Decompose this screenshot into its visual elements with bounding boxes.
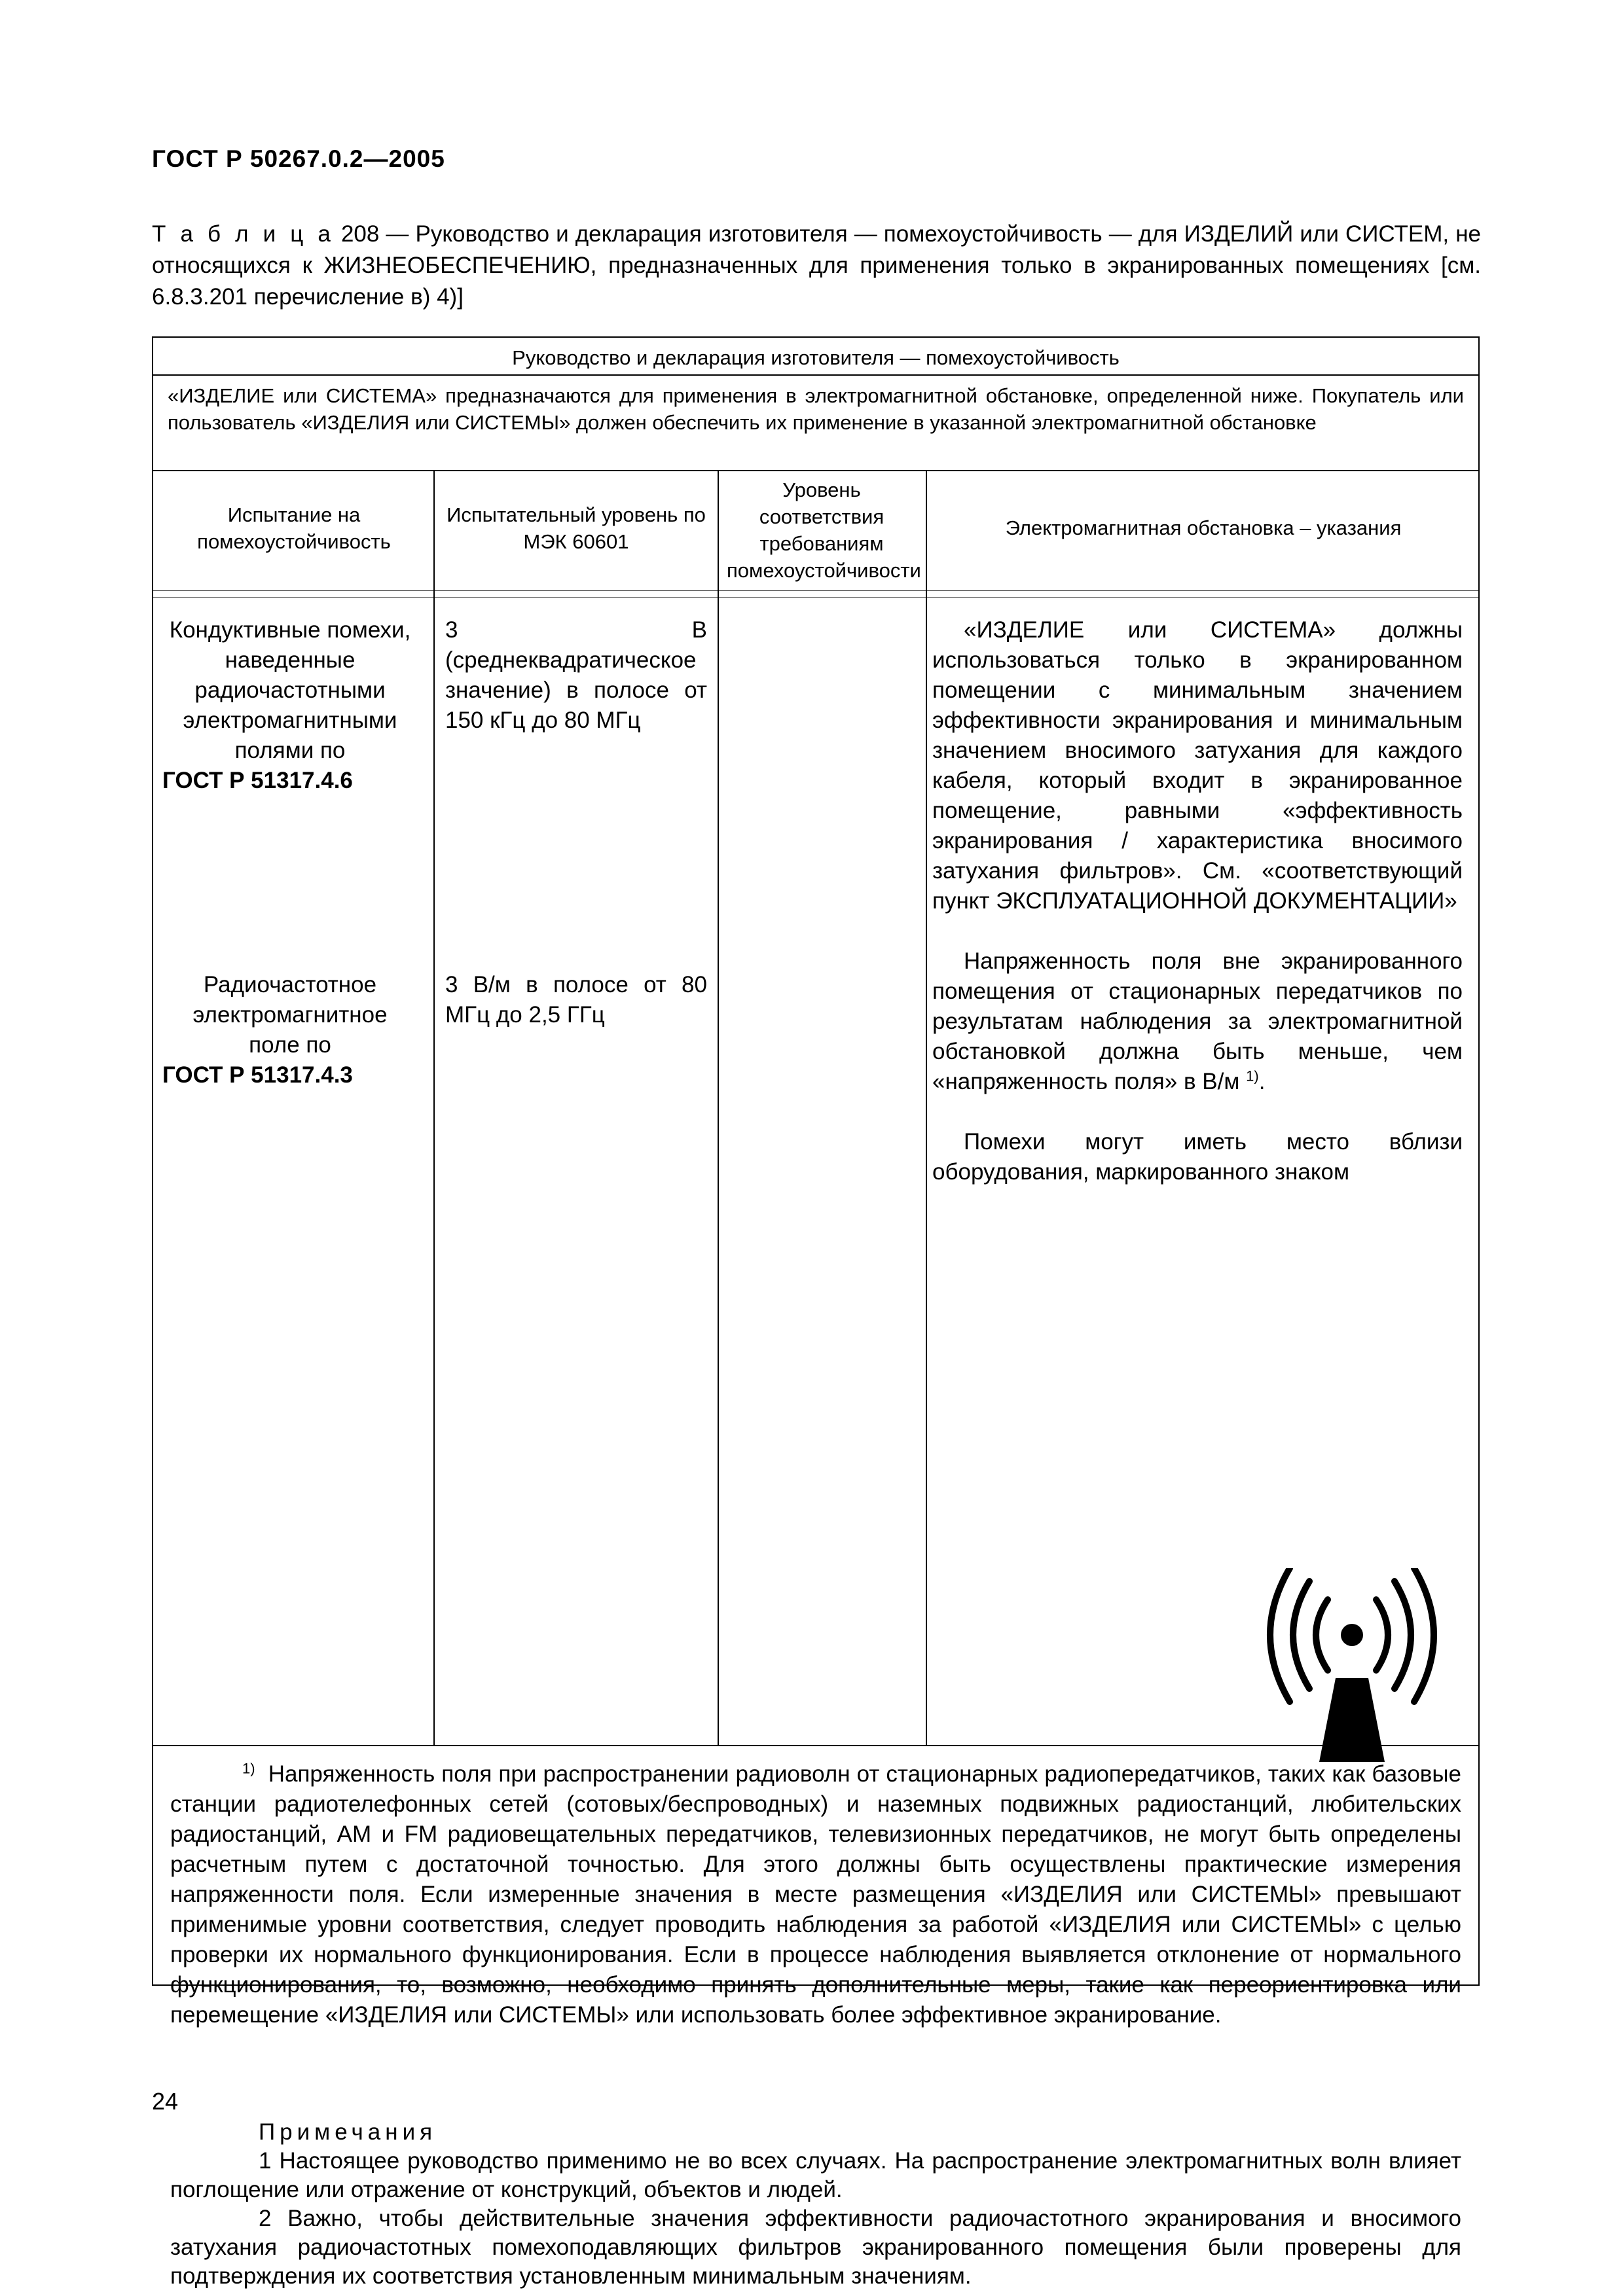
table-footnote — [170, 1759, 1461, 2030]
row2-test-line: Радиочастотное — [203, 972, 377, 997]
wave-right-outer — [1414, 1568, 1434, 1702]
row2-test-standard: ГОСТ Р 51317.4.3 — [162, 1062, 353, 1088]
row2-test-line: электромагнитное — [192, 1002, 388, 1028]
guidance-p2-end: . — [1258, 1069, 1266, 1094]
vrule-3 — [926, 470, 927, 1745]
antenna-triangle — [1319, 1678, 1385, 1762]
rule-colhead-1 — [153, 590, 1478, 591]
document-header: ГОСТ Р 50267.0.2—2005 — [152, 145, 445, 172]
col-header-test: Испытание на помехоустойчивость — [197, 503, 391, 553]
col-header-compliance: Уровень соответствия требованиям помехоустойчивости — [727, 478, 921, 582]
row2-level: 3 В/м в полосе от 80 МГц до 2,5 ГГц — [445, 972, 707, 1028]
footnote-ref: 1) — [1246, 1067, 1259, 1085]
rule-colhead-2 — [153, 597, 1478, 598]
guidance-p3: Помехи могут иметь место вблизи оборудования, маркированного знаком — [932, 1129, 1463, 1185]
rule-intro — [153, 470, 1478, 471]
row1-test-line: радиочастотными — [194, 677, 386, 703]
note-1: 1 Настоящее руководство применимо не во всех случаях. На распространение электромагнитных волн влияет поглощение или отражение от конструкций, объектов и людей. — [170, 2148, 1461, 2202]
wave-left-middle — [1293, 1581, 1309, 1689]
table-intro: «ИЗДЕЛИЕ или СИСТЕМА» предназначаются для применения в электромагнитной обстановке, определенной ниже. Покупатель или пользователь «ИЗДЕЛИЯ или СИСТЕМЫ» должен обеспечить их применение в указанной электромагнитной обстановке — [168, 384, 1464, 434]
row1-test — [162, 615, 418, 796]
note-2: 2 Важно, чтобы действительные значения эффективности радиочастотного экранирования и вносимого затухания радиочастотных помехоподавляющих фильтров экранированного помещения были проверены для подтверждения их соответствия установленным минимальным значениям. — [170, 2206, 1461, 2289]
footnote-marker: 1) — [242, 1760, 255, 1777]
table-caption — [152, 219, 1481, 313]
caption-label: Т а б л и ц а — [152, 221, 335, 247]
footnote-text: Напряженность поля при распространении радиоволн от стационарных радиопередатчиков, таких как базовые станции радиотелефонных сетей (сотовых/беспроводных) и наземных подвижных радиостанций, любительских радиостанций, AM и FM радиовещательных передатчиков, телевизионных передатчиков, не могут быть определены расчетным путем с достаточной точностью. Для этого должны быть осуществлены практические измерения напряженности поля. Если измеренные значения в месте размещения «ИЗДЕЛИЯ или СИСТЕМЫ» превышают применимые уровни соответствия, следует проводить наблюдения за работой «ИЗДЕЛИЯ или СИСТЕМЫ» с целью проверки их нормального функционирования. Если в процессе наблюдения выявляется отклонение от нормального функционирования, то, возможно, необходимо принять дополнительные меры, такие как переориентировка или перемещение «ИЗДЕЛИЯ или СИСТЕМЫ» или использовать более эффективное экранирование. — [170, 1761, 1462, 2028]
row2-test-line: поле по — [249, 1032, 331, 1058]
vrule-2 — [718, 470, 719, 1745]
notes-title: Примечания — [259, 2119, 437, 2145]
wave-right-middle — [1395, 1581, 1411, 1689]
guidance-p2-text: Напряженность поля вне экранированного помещения от стационарных передатчиков по результатам наблюдения за электромагнитной обстановкой должна быть меньше, чем «напряженность поля» в В/м — [932, 948, 1463, 1094]
row1-test-line: Кондуктивные помехи, наведенные — [169, 617, 411, 673]
non-ionizing-radiation-icon — [1250, 1568, 1453, 1765]
row1-level: 3 В (среднеквадратическое значение) в полосе от 150 кГц до 80 МГц — [445, 617, 707, 733]
vrule-1 — [433, 470, 435, 1745]
wave-left-outer — [1270, 1568, 1290, 1702]
row1-test-line: электромагнитными — [183, 708, 397, 733]
col-header-level: Испытательный уровень по МЭК 60601 — [447, 503, 706, 553]
row1-test-standard: ГОСТ Р 51317.4.6 — [162, 768, 353, 793]
wave-right-inner — [1376, 1600, 1388, 1670]
row2-test — [162, 970, 418, 1090]
table-title: Руководство и декларация изготовителя — помехоустойчивость — [512, 346, 1120, 369]
source-dot — [1341, 1624, 1363, 1646]
page-number: 24 — [152, 2088, 179, 2115]
row1-test-line: полями по — [234, 738, 346, 763]
rule-title — [153, 374, 1478, 376]
guidance-p1: «ИЗДЕЛИЕ или СИСТЕМА» должны использоваться только в экранированном помещении с минимальным значением эффективности экранирования и минимальным значением вносимого затухания для каждого кабеля, который входит в экранированное помещение, равными «эффективность экранирования / характеристика вносимого затухания фильтров». См. «соответствующий пункт ЭКСПЛУАТАЦИОННОЙ ДОКУМЕНТАЦИИ» — [932, 617, 1463, 914]
wave-left-inner — [1316, 1600, 1328, 1670]
col-header-guidance: Электромагнитная обстановка – указания — [1005, 516, 1402, 539]
guidance-p2 — [932, 946, 1463, 1097]
caption-text: 208 — Руководство и декларация изготовителя — помехоустойчивость — для ИЗДЕЛИЙ или СИСТЕМ, не относящихся к ЖИЗНЕОБЕСПЕЧЕНИЮ, предназначенных для применения только в экранированных помещениях [см. 6.8.3.201 перечисление в) 4)] — [152, 221, 1481, 310]
table-notes — [170, 2118, 1461, 2291]
guidance-text — [932, 615, 1463, 1217]
